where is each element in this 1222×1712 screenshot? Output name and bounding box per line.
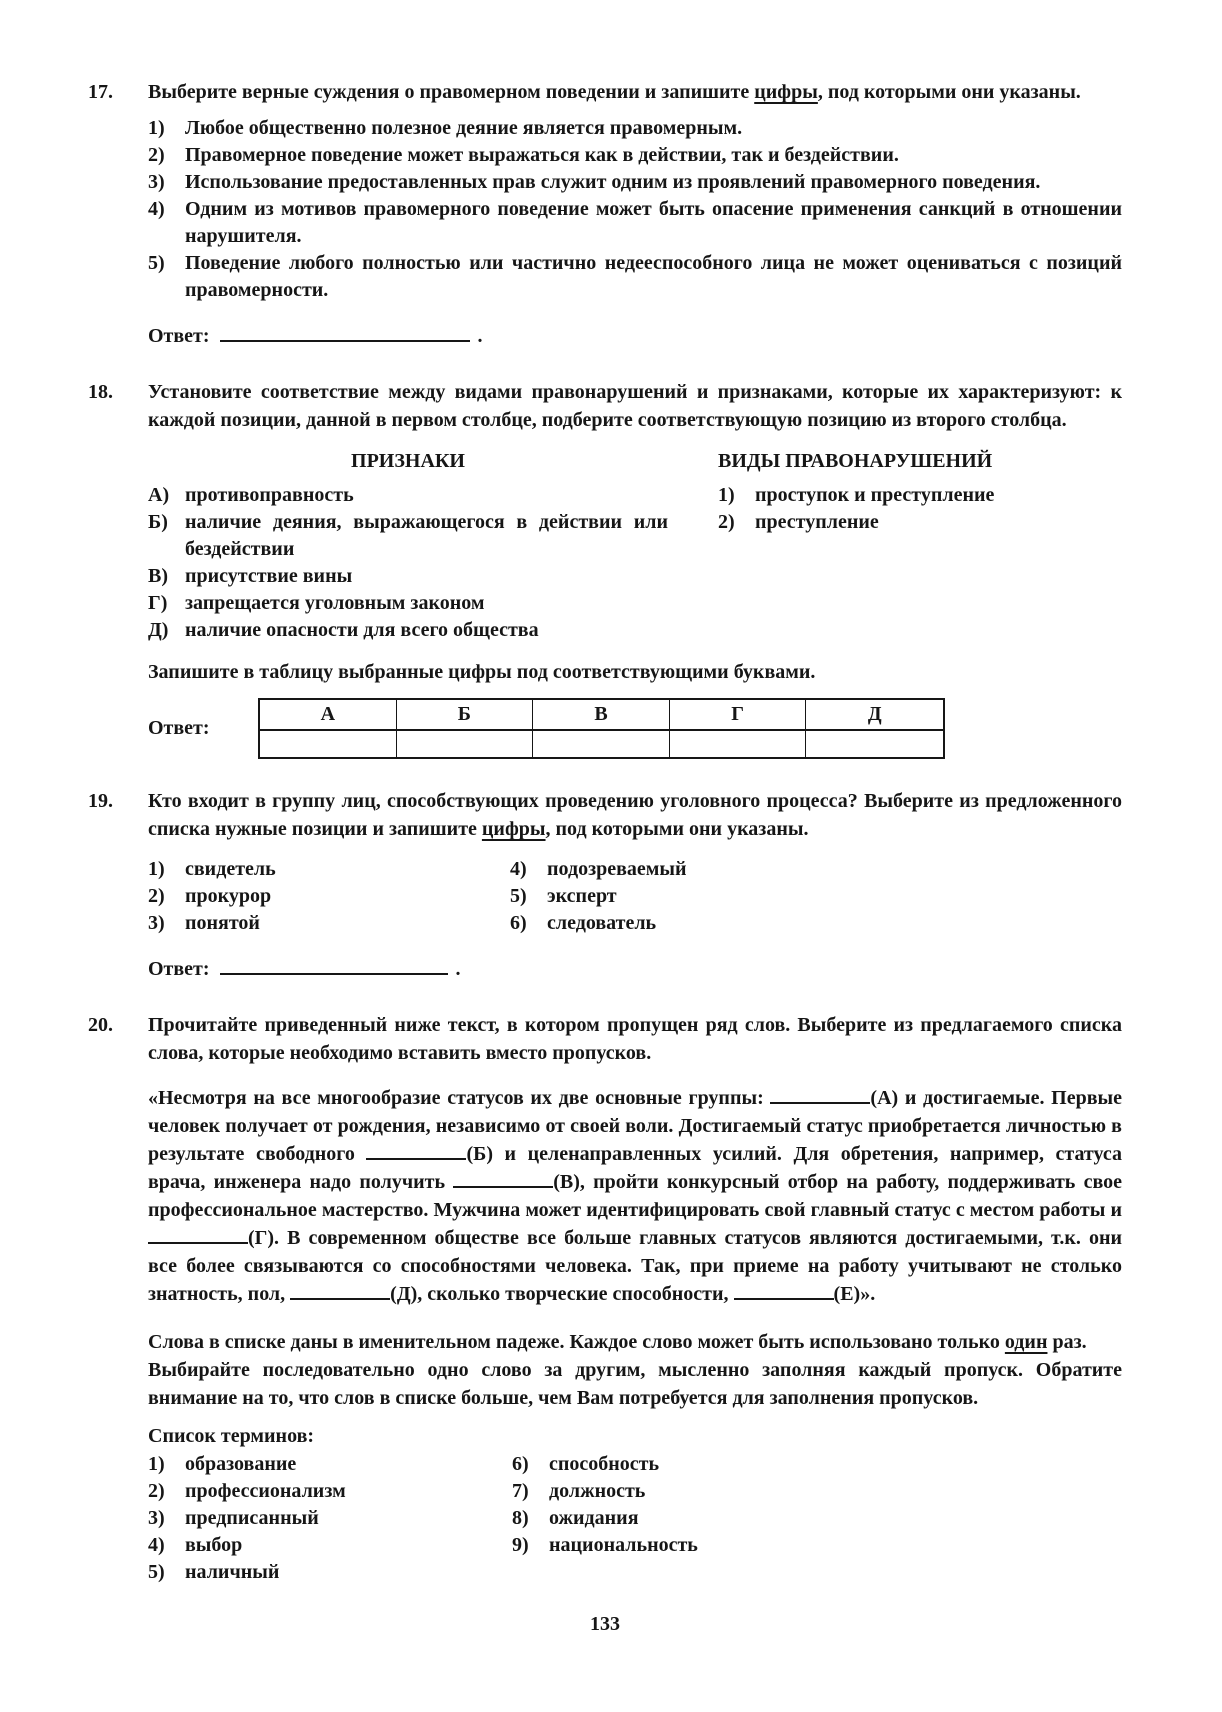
item-number: 1) xyxy=(148,117,165,139)
column-header-types: ВИДЫ ПРАВОНАРУШЕНИЙ xyxy=(718,450,993,472)
question-17 xyxy=(88,78,1122,350)
blank-label: (Д) xyxy=(390,1283,418,1305)
list-item xyxy=(510,883,1122,910)
item-text: наличный xyxy=(185,1561,280,1583)
intro-text: , под которыми они указаны. xyxy=(545,818,809,840)
item-number: 4) xyxy=(510,858,527,880)
question-intro: Прочитайте приведенный ниже текст, в котором пропущен ряд слов. Выберите из предлагаемого списка слова, которые необходимо вставить вместо пропусков. xyxy=(148,1014,1122,1064)
table-instruction: Запишите в таблицу выбранные цифры под соответствующими буквами. xyxy=(148,661,816,683)
list-item xyxy=(148,1505,512,1532)
item-number: 1) xyxy=(718,484,735,506)
list-item xyxy=(148,910,510,937)
question-19 xyxy=(88,787,1122,983)
list-item xyxy=(148,590,668,617)
question-body xyxy=(148,78,1122,350)
item-number: 5) xyxy=(510,885,527,907)
item-letter: В) xyxy=(148,565,168,587)
item-text: должность xyxy=(549,1480,646,1502)
intro-text: Выберите верные суждения о правомерном поведении и запишите xyxy=(148,81,755,103)
item-text: национальность xyxy=(549,1534,698,1556)
answer-label: Ответ: xyxy=(148,325,210,347)
list-item xyxy=(148,856,510,883)
statement-list xyxy=(148,115,1122,304)
selection-note: Выбирайте последовательно одно слово за другим, мысленно заполняя каждый пропуск. Обратите внимание на то, что слов в списке больше, чем Вам потребуется для заполнения пропусков. xyxy=(148,1359,1122,1409)
item-letter: Д) xyxy=(148,619,169,641)
question-20 xyxy=(88,1011,1122,1586)
list-item xyxy=(148,482,668,509)
usage-note xyxy=(148,1328,1122,1356)
list-item xyxy=(510,856,1122,883)
text-blank xyxy=(770,1100,870,1104)
item-number: 1) xyxy=(148,1453,165,1475)
table-header-cell: В xyxy=(533,700,670,731)
paragraph-text: и достигаемые. Первые человек получает от рождения, независимо от своей воли. Достигаемый статус приобретается личностью в результате свободного xyxy=(148,1087,1122,1165)
item-number: 3) xyxy=(148,171,165,193)
item-number: 7) xyxy=(512,1480,529,1502)
item-text: Правомерное поведение может выражаться как в действии, так и бездействии. xyxy=(185,144,899,166)
list-item xyxy=(148,1451,512,1478)
list-item xyxy=(512,1478,1122,1505)
answer-table-row xyxy=(148,698,1122,759)
list-item xyxy=(148,250,1122,304)
item-text: проступок и преступление xyxy=(755,484,995,506)
options-columns xyxy=(148,856,1122,937)
page-number: 133 xyxy=(590,1613,620,1635)
item-text: предписанный xyxy=(185,1507,319,1529)
answer-row xyxy=(148,955,1122,983)
answer-label: Ответ: xyxy=(148,958,210,980)
item-text: прокурор xyxy=(185,885,272,907)
note-text: раз. xyxy=(1047,1331,1087,1353)
table-answer-cell[interactable] xyxy=(260,731,397,757)
terms-list-label: Список терминов: xyxy=(148,1425,315,1447)
list-item xyxy=(148,115,1122,142)
item-text: профессионализм xyxy=(185,1480,346,1502)
terms-columns xyxy=(148,1451,1122,1586)
item-text: эксперт xyxy=(547,885,617,907)
table-answer-cell[interactable] xyxy=(670,731,807,757)
list-item xyxy=(148,509,668,563)
item-text: Любое общественно полезное деяние является правомерным. xyxy=(185,117,743,139)
item-text: наличие деяния, выражающегося в действии или бездействии xyxy=(185,511,668,560)
blank-label: (А) xyxy=(870,1087,899,1109)
item-number: 9) xyxy=(512,1534,529,1556)
table-header-cell: Г xyxy=(670,700,807,731)
types-list xyxy=(718,482,1122,536)
list-item xyxy=(148,169,1122,196)
item-text: противоправность xyxy=(185,484,354,506)
paragraph-text: , сколько творческие способности, xyxy=(417,1283,734,1305)
item-number: 4) xyxy=(148,1534,165,1556)
list-item xyxy=(148,196,1122,250)
item-text: ожидания xyxy=(549,1507,639,1529)
features-list xyxy=(148,482,668,644)
question-intro xyxy=(148,787,1122,843)
item-number: 1) xyxy=(148,858,165,880)
underlined-word: цифры xyxy=(481,818,546,840)
answer-table-header-row xyxy=(260,700,943,731)
question-intro: Установите соответствие между видами правонарушений и признаками, которые их характеризуют: к каждой позиции, данной в первом столбце, подберите соответствующую позицию из второго столбца. xyxy=(148,381,1122,431)
answer-label: Ответ: xyxy=(148,717,210,739)
item-text: образование xyxy=(185,1453,297,1475)
table-header-cell: Д xyxy=(806,700,943,731)
intro-text: , под которыми они указаны. xyxy=(817,81,1081,103)
paragraph-text: , пройти конкурсный отбор на работу, поддерживать свое профессиональное мастерство. Мужчина может идентифицировать свой главный статус с местом работы и xyxy=(148,1171,1122,1221)
item-number: 2) xyxy=(148,1480,165,1502)
table-answer-cell[interactable] xyxy=(806,731,943,757)
question-body xyxy=(148,378,1122,759)
item-text: понятой xyxy=(185,912,260,934)
item-number: 3) xyxy=(148,1507,165,1529)
item-letter: Г) xyxy=(148,592,168,614)
blank-label: (В) xyxy=(553,1171,580,1193)
list-item xyxy=(148,1532,512,1559)
item-letter: Б) xyxy=(148,511,168,533)
item-number: 5) xyxy=(148,252,165,274)
item-number: 8) xyxy=(512,1507,529,1529)
list-item xyxy=(718,509,1122,536)
gap-text-passage xyxy=(148,1084,1122,1308)
paragraph-text: ». xyxy=(860,1283,876,1305)
item-text: Поведение любого полностью или частично недееспособного лица не может оцениваться с позиций правомерности. xyxy=(185,252,1122,301)
answer-row xyxy=(148,322,1122,350)
item-text: Использование предоставленных прав служит одним из проявлений правомерного поведения. xyxy=(185,171,1041,193)
underlined-word: один xyxy=(1004,1331,1048,1353)
question-number: 20. xyxy=(88,1014,113,1036)
blank-label: (Е) xyxy=(833,1283,861,1305)
note-text: Слова в списке даны в именительном падеже. Каждое слово может быть использовано только xyxy=(148,1331,1005,1353)
intro-text: Кто входит в группу лиц, способствующих проведению уголовного процесса? Выберите из предложенного списка нужные позиции и запишите xyxy=(148,790,1122,840)
item-text: Одним из мотивов правомерного поведение может быть опасение применения санкций в отношении нарушителя. xyxy=(185,198,1122,247)
item-number: 5) xyxy=(148,1561,165,1583)
blank-label: (Б) xyxy=(466,1143,493,1165)
list-item xyxy=(148,883,510,910)
text-blank xyxy=(290,1296,390,1300)
question-body xyxy=(148,1011,1122,1586)
question-body xyxy=(148,787,1122,983)
underlined-word: цифры xyxy=(754,81,818,103)
item-letter: А) xyxy=(148,484,170,506)
terms-right xyxy=(512,1451,1122,1586)
question-intro xyxy=(148,78,1122,106)
column-header-features: ПРИЗНАКИ xyxy=(351,450,465,472)
paragraph-text: и целенаправленных усилий. Для обретения, например, статуса врача, инженера надо получить xyxy=(148,1143,1122,1193)
item-text: преступление xyxy=(755,511,879,533)
text-blank xyxy=(453,1184,553,1188)
list-item xyxy=(148,617,668,644)
item-number: 2) xyxy=(148,144,165,166)
table-answer-cell[interactable] xyxy=(397,731,534,757)
text-blank xyxy=(148,1240,248,1244)
list-item xyxy=(512,1505,1122,1532)
answer-table xyxy=(258,698,945,759)
item-text: выбор xyxy=(185,1534,243,1556)
item-text: подозреваемый xyxy=(547,858,687,880)
options-right xyxy=(510,856,1122,937)
terms-left xyxy=(148,1451,512,1586)
matching-columns xyxy=(148,448,1122,644)
table-header-cell: Б xyxy=(397,700,534,731)
item-number: 4) xyxy=(148,198,165,220)
item-text: наличие опасности для всего общества xyxy=(185,619,539,641)
blank-label: (Г) xyxy=(248,1227,275,1249)
item-text: присутствие вины xyxy=(185,565,353,587)
list-item xyxy=(510,910,1122,937)
paragraph-text: . В современном обществе все больше главных статусов являются достигаемыми, т.к. они все более связываются со способностями человека. Так, при приеме на работу учитывают не столько знатность, пол, xyxy=(148,1227,1122,1305)
answer-blank-line[interactable] xyxy=(220,971,448,975)
text-blank xyxy=(734,1296,834,1300)
list-item xyxy=(718,482,1122,509)
answer-period: . xyxy=(455,958,461,980)
item-text: свидетель xyxy=(185,858,276,880)
item-text: запрещается уголовным законом xyxy=(185,592,485,614)
question-number: 19. xyxy=(88,790,113,812)
list-item xyxy=(148,1478,512,1505)
list-item xyxy=(512,1451,1122,1478)
answer-table-input-row xyxy=(260,731,943,757)
question-number: 17. xyxy=(88,81,113,103)
question-number: 18. xyxy=(88,381,113,403)
text-blank xyxy=(366,1156,466,1160)
item-number: 2) xyxy=(148,885,165,907)
options-left xyxy=(148,856,510,937)
types-column xyxy=(718,448,1122,644)
features-column xyxy=(148,448,668,644)
list-item xyxy=(512,1532,1122,1559)
table-header-cell: А xyxy=(260,700,397,731)
table-answer-cell[interactable] xyxy=(533,731,670,757)
answer-blank-line[interactable] xyxy=(220,338,470,342)
paragraph-text: «Несмотря на все многообразие статусов их две основные группы: xyxy=(148,1087,771,1109)
item-number: 6) xyxy=(512,1453,529,1475)
list-item xyxy=(148,1559,512,1586)
list-item xyxy=(148,142,1122,169)
item-text: следователь xyxy=(547,912,657,934)
item-number: 6) xyxy=(510,912,527,934)
item-text: способность xyxy=(549,1453,660,1475)
answer-period: . xyxy=(477,325,483,347)
item-number: 2) xyxy=(718,511,735,533)
item-number: 3) xyxy=(148,912,165,934)
question-18 xyxy=(88,378,1122,759)
list-item xyxy=(148,563,668,590)
